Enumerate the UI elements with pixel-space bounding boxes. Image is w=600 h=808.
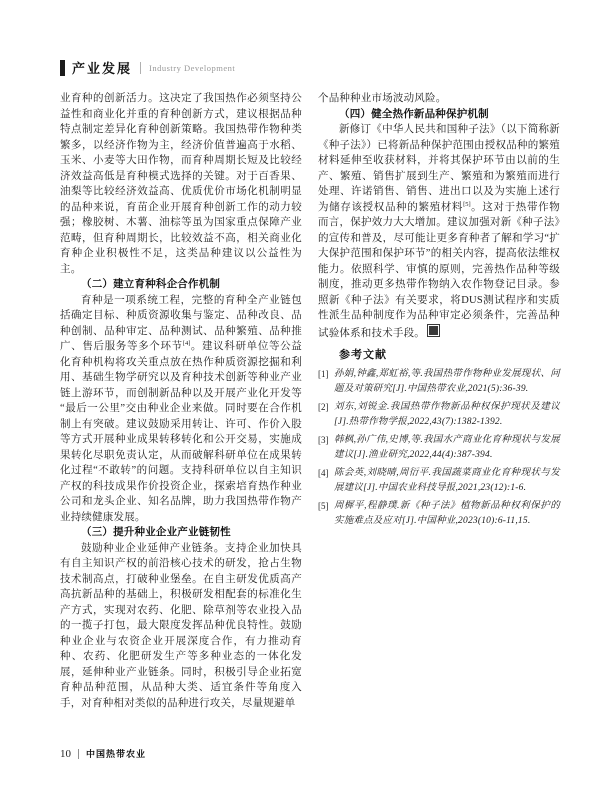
reference-item bbox=[318, 499, 560, 529]
references-list bbox=[318, 367, 560, 529]
right-column bbox=[318, 91, 560, 711]
reference-item bbox=[318, 466, 560, 496]
reference-number: [1] bbox=[318, 369, 329, 379]
reference-text: 刘东,刘锐金.我国热带作物新品种权保护现状及建议[J].热带作物学报,2022,43(7):1382-1392. bbox=[334, 402, 560, 427]
reference-number: [2] bbox=[318, 402, 329, 412]
paragraph-text: 。这对于热带作物而言，保护效力大大增加。建议加强对新《种子法》的宣传和普及，尽可能让更多育种者了解和学习“扩大保护范围和保护环节”的相关内容，提高依法维权能力。依照科学、审慎的原则，完善热作品种等级制度，推动更多热带作物纳入农作物登记目录。参照新《种子法》有关要求，将DUS测试程序和实质性派生品种制度作为品种审定必须条件，完善品种试验体系和技术手段。 bbox=[318, 201, 560, 339]
paragraph-text: 育种是一项系统工程，完整的育种全产业链包括确定目标、种质资源收集与鉴定、品种改良、品种创制、品种审定、品种测试、品种繁殖、品种推广、售后服务等多个环节 bbox=[60, 294, 302, 352]
reference-item bbox=[318, 367, 560, 397]
reference-text: 孙娟,钟鑫,郑虹裕,等.我国热带作物种业发展现状、问题及对策研究[J].中国热带农业,2021(5):36-39. bbox=[334, 369, 560, 394]
footer-divider bbox=[78, 749, 79, 759]
paragraph bbox=[60, 293, 302, 526]
paragraph bbox=[318, 122, 560, 341]
paragraph-text: 。建议科研单位等公益化育种机构将攻关重点放在热作种质资源挖掘和利用、基础生物学研究以及育种技术创新等种业产业链上游环节，而创制新品种以及开展产业化开发等“最后一公里”交由种业企业来做。同时要在合作机制上有突破。建议鼓励采用转让、许可、作价入股等方式开展种业成果转移转化和公开交易，实施成果转化尽职免责认定，从而破解科研单位在成果转化过程“不敢转”的问题。支持科研单位以自主知识产权的科技成果作价投资企业，探索培育热作种业公司和龙头企业、知名品牌，助力我国热带作物产业持续健康发展。 bbox=[60, 341, 303, 523]
journal-name: 中国热带农业 bbox=[86, 749, 147, 759]
paragraph-continuation: 个品种种业市场波动风险。 bbox=[318, 93, 447, 104]
subsection-heading-3: （三）提升种业企业产业链韧性 bbox=[81, 526, 231, 538]
section-divider bbox=[140, 62, 141, 74]
reference-number: [4] bbox=[318, 468, 329, 478]
paragraph-continuation: 业育种的创新活力。这决定了我国热作必须坚持公益性和商业化并重的育种创新方式，建议根据品种特点制定差异化育种创新策略。我国热带作物种类繁多，以经济作物为主，经济价值普遍高于水稻、玉米、小麦等大田作物，而育种周期长短及比较经济效益高低是育种模式选择的关键。对于百香果、油梨等比较经济效益高、优质优价市场化机制明显的品种来说，育苗企业开展育种创新工作的动力较强；橡胶树、木薯、油棕等虽为国家重点保障产业范畴，但育种周期长，比较效益不高，相关商业化育种企业积极性不足，这类品种建议以公益性为主。 bbox=[60, 93, 302, 275]
page-footer bbox=[60, 747, 146, 760]
section-title-en: Industry Development bbox=[149, 62, 236, 73]
references-title: 参考文献 bbox=[339, 349, 387, 361]
reference-text: 陈会英,刘晓晴,周衍平.我国蔬菜商业化育种现状与发展建议[J].中国农业科技导报,2021,23(12):1-6. bbox=[334, 468, 560, 493]
subsection-heading-4: （四）健全热作新品种保护机制 bbox=[339, 107, 489, 120]
reference-text: 周樨平,程静璞.新《种子法》植物新品种权利保护的实施难点及应对[J].中国种业,2023(10):6-11,15. bbox=[334, 501, 560, 526]
left-column bbox=[60, 91, 302, 711]
paragraph-text: 新修订《中华人民共和国种子法》（以下简称新《种子法》）已将新品种保护范围由授权品种的繁殖材料延伸至收获材料，并将其保护环节由以前的生产、繁殖、销售扩展到生产、繁殖和为繁殖而进行处理、许诺销售、销售、进出口以及为实施上述行为储存该授权品种的繁殖材料 bbox=[318, 124, 560, 213]
article-body bbox=[60, 91, 560, 711]
reference-text: 韩枫,孙广伟,史博,等.我国水产商业化育种现状与发展建议[J].渔业研究,2022,44(4):387-394. bbox=[334, 435, 560, 460]
section-title-cn: 产业发展 bbox=[72, 61, 133, 76]
page-number: 10 bbox=[60, 747, 71, 760]
reference-item bbox=[318, 433, 560, 463]
section-marker-bar-icon bbox=[60, 60, 65, 76]
reference-number: [3] bbox=[318, 435, 329, 445]
citation-superscript: [5] bbox=[463, 200, 471, 208]
section-header bbox=[60, 58, 560, 77]
subsection-heading-2: （二）建立育种科企合作机制 bbox=[81, 278, 221, 290]
reference-number: [5] bbox=[318, 501, 329, 511]
article-end-mark-icon bbox=[427, 324, 440, 337]
reference-item bbox=[318, 400, 560, 430]
citation-superscript: [4] bbox=[182, 340, 191, 347]
paragraph: 鼓励种业企业延伸产业链条。支持企业加快具有自主知识产权的前沿核心技术的研发，抢占生物技术制高点，打破种业堡垒。在自主研发优质高产高抗新品种的基础上，积极研发相配套的标准化生产方式，实现对农药、化肥、除草剂等农业投入品的一揽子打包，最大限度发挥品种优良特性。鼓励种业企业与农资企业开展深度合作，有力推动育种、农药、化肥研发生产等多种业态的一体化发展，延伸种业产业链条。同时，积极引导企业拓宽育种品种范围，从品种大类、适宜条件等角度入手，对育种相对类似的品种进行攻关，尽量规避单 bbox=[60, 542, 302, 709]
